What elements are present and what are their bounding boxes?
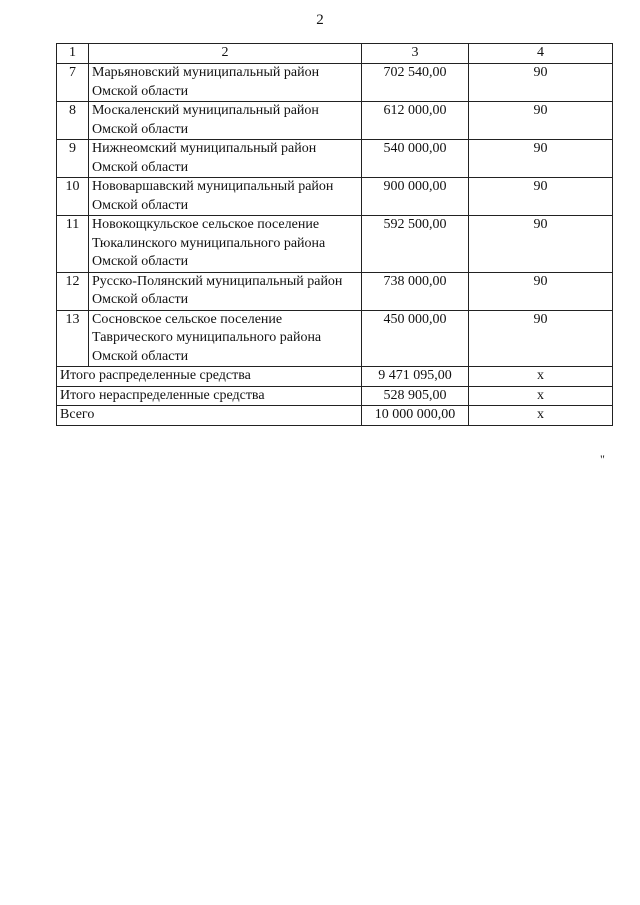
- row-amount: 450 000,00: [362, 310, 469, 367]
- table-row: [57, 272, 613, 310]
- totals-row-undistributed: [57, 386, 613, 406]
- row-amount: 900 000,00: [362, 178, 469, 216]
- row-number: 7: [57, 64, 89, 102]
- header-cell: 1: [57, 44, 89, 64]
- totals-row-distributed: [57, 367, 613, 387]
- table-row: [57, 216, 613, 273]
- totals-row-grand: [57, 406, 613, 426]
- row-amount: 738 000,00: [362, 272, 469, 310]
- totals-mark: x: [469, 367, 613, 387]
- row-name: Новокощкульское сельское поселение Тюкалинского муниципального района Омской области: [89, 216, 362, 273]
- row-name: Москаленский муниципальный район Омской области: [89, 102, 362, 140]
- row-number: 13: [57, 310, 89, 367]
- row-percent: 90: [469, 102, 613, 140]
- row-amount: 540 000,00: [362, 140, 469, 178]
- row-percent: 90: [469, 140, 613, 178]
- totals-amount: 9 471 095,00: [362, 367, 469, 387]
- row-name: Нововаршавский муниципальный район Омской области: [89, 178, 362, 216]
- totals-mark: x: [469, 386, 613, 406]
- row-name: Сосновское сельское поселение Таврического муниципального района Омской области: [89, 310, 362, 367]
- row-number: 9: [57, 140, 89, 178]
- row-amount: 592 500,00: [362, 216, 469, 273]
- table-row: [57, 310, 613, 367]
- row-percent: 90: [469, 310, 613, 367]
- header-cell: 4: [469, 44, 613, 64]
- table-row: [57, 140, 613, 178]
- allocation-table: [56, 43, 613, 426]
- row-percent: 90: [469, 178, 613, 216]
- row-percent: 90: [469, 272, 613, 310]
- totals-label: Всего: [57, 406, 362, 426]
- row-number: 8: [57, 102, 89, 140]
- row-name: Русско-Полянский муниципальный район Омской области: [89, 272, 362, 310]
- row-percent: 90: [469, 64, 613, 102]
- row-name: Марьяновский муниципальный район Омской области: [89, 64, 362, 102]
- totals-mark: x: [469, 406, 613, 426]
- totals-amount: 10 000 000,00: [362, 406, 469, 426]
- totals-amount: 528 905,00: [362, 386, 469, 406]
- totals-label: Итого распределенные средства: [57, 367, 362, 387]
- row-amount: 702 540,00: [362, 64, 469, 102]
- header-cell: 3: [362, 44, 469, 64]
- row-number: 12: [57, 272, 89, 310]
- row-number: 10: [57, 178, 89, 216]
- closing-quote: ": [600, 452, 605, 466]
- row-name: Нижнеомский муниципальный район Омской области: [89, 140, 362, 178]
- header-cell: 2: [89, 44, 362, 64]
- table-row: [57, 64, 613, 102]
- table-header-row: [57, 44, 613, 64]
- row-percent: 90: [469, 216, 613, 273]
- table-row: [57, 102, 613, 140]
- row-amount: 612 000,00: [362, 102, 469, 140]
- totals-label: Итого нераспределенные средства: [57, 386, 362, 406]
- table-row: [57, 178, 613, 216]
- page-number: 2: [316, 12, 324, 28]
- row-number: 11: [57, 216, 89, 273]
